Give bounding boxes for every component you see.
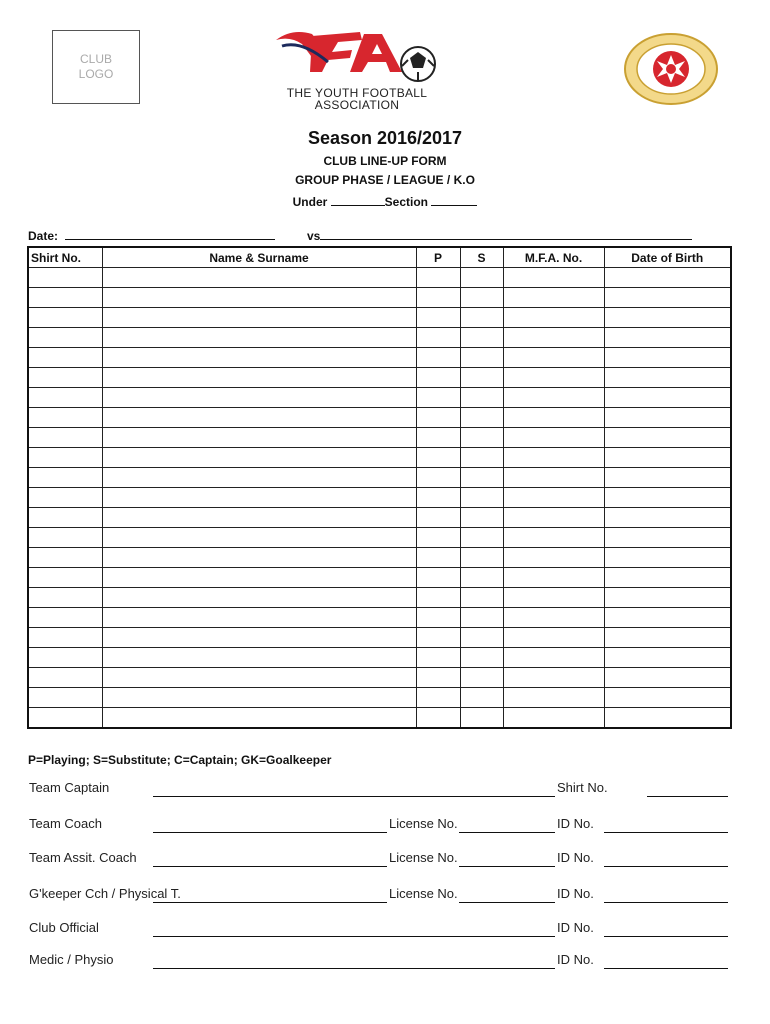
assistant-coach-field[interactable] <box>153 866 387 867</box>
playing-cell[interactable] <box>416 348 460 368</box>
team-coach-field[interactable] <box>153 832 387 833</box>
mfa-no-cell[interactable] <box>503 368 604 388</box>
name-cell[interactable] <box>102 388 416 408</box>
medic-id-label: ID No. <box>557 952 594 967</box>
shirt-no-cell[interactable] <box>28 288 102 308</box>
mfa-no-cell[interactable] <box>503 348 604 368</box>
table-row <box>28 668 731 688</box>
table-row <box>28 408 731 428</box>
table-row <box>28 268 731 288</box>
dob-cell[interactable] <box>604 468 731 488</box>
shirt-no-cell[interactable] <box>28 568 102 588</box>
mfa-no-cell[interactable] <box>503 628 604 648</box>
table-row <box>28 628 731 648</box>
substitute-cell[interactable] <box>460 568 503 588</box>
mfa-no-cell[interactable] <box>503 308 604 328</box>
yfa-caption <box>262 87 452 111</box>
name-cell[interactable] <box>102 608 416 628</box>
team-captain-label: Team Captain <box>29 780 110 795</box>
name-cell[interactable] <box>102 668 416 688</box>
dob-cell[interactable] <box>604 568 731 588</box>
table-body <box>28 268 731 729</box>
name-cell[interactable] <box>102 368 416 388</box>
header-playing: P <box>416 247 460 268</box>
dob-cell[interactable] <box>604 688 731 708</box>
table-row <box>28 488 731 508</box>
header-substitute: S <box>460 247 503 268</box>
name-cell[interactable] <box>102 448 416 468</box>
yfa-caption-line-1: THE YOUTH FOOTBALL <box>286 86 428 100</box>
assistant-license-label: License No. <box>389 850 458 865</box>
dob-cell[interactable] <box>604 488 731 508</box>
dob-cell[interactable] <box>604 708 731 729</box>
team-coach-label: Team Coach <box>29 816 102 831</box>
dob-cell[interactable] <box>604 368 731 388</box>
shirt-no-cell[interactable] <box>28 308 102 328</box>
substitute-cell[interactable] <box>460 328 503 348</box>
name-cell[interactable] <box>102 288 416 308</box>
date-label: Date: <box>28 229 59 243</box>
mfa-no-cell[interactable] <box>503 448 604 468</box>
dob-cell[interactable] <box>604 628 731 648</box>
gk-coach-label: G'keeper Cch / Physical T. <box>29 886 181 901</box>
table-row <box>28 428 731 448</box>
playing-cell[interactable] <box>416 628 460 648</box>
substitute-cell[interactable] <box>460 508 503 528</box>
name-cell[interactable] <box>102 568 416 588</box>
dob-cell[interactable] <box>604 608 731 628</box>
shirt-no-cell[interactable] <box>28 328 102 348</box>
substitute-cell[interactable] <box>460 408 503 428</box>
mfa-no-cell[interactable] <box>503 408 604 428</box>
form-title: CLUB LINE-UP FORM <box>323 154 447 168</box>
substitute-cell[interactable] <box>460 628 503 648</box>
playing-cell[interactable] <box>416 388 460 408</box>
section-label: Section <box>384 195 428 209</box>
club-official-label: Club Official <box>29 920 99 935</box>
under-section-line <box>0 194 770 209</box>
playing-cell[interactable] <box>416 488 460 508</box>
medic-field[interactable] <box>153 968 555 969</box>
medic-label: Medic / Physio <box>29 952 114 967</box>
table-row <box>28 568 731 588</box>
playing-cell[interactable] <box>416 288 460 308</box>
substitute-cell[interactable] <box>460 308 503 328</box>
mfa-no-cell[interactable] <box>503 428 604 448</box>
gk-license-field[interactable] <box>459 902 555 903</box>
header-shirt-no: Shirt No. <box>28 247 102 268</box>
shirt-no-cell[interactable] <box>28 708 102 729</box>
mfa-seal <box>623 33 719 105</box>
table-row <box>28 468 731 488</box>
playing-cell[interactable] <box>416 688 460 708</box>
dob-cell[interactable] <box>604 268 731 288</box>
club-official-field[interactable] <box>153 936 555 937</box>
mfa-no-cell[interactable] <box>503 548 604 568</box>
mfa-no-cell[interactable] <box>503 648 604 668</box>
playing-cell[interactable] <box>416 608 460 628</box>
medic-id-field[interactable] <box>604 968 728 969</box>
mfa-no-cell[interactable] <box>503 588 604 608</box>
vs-label: vs <box>307 229 321 243</box>
mfa-no-cell[interactable] <box>503 528 604 548</box>
substitute-cell[interactable] <box>460 448 503 468</box>
gk-coach-field[interactable] <box>153 902 387 903</box>
table-row <box>28 688 731 708</box>
dob-cell[interactable] <box>604 668 731 688</box>
playing-cell[interactable] <box>416 448 460 468</box>
substitute-cell[interactable] <box>460 288 503 308</box>
opponent-field[interactable] <box>320 228 692 240</box>
substitute-cell[interactable] <box>460 488 503 508</box>
club-official-id-label: ID No. <box>557 920 594 935</box>
shirt-no-cell[interactable] <box>28 628 102 648</box>
dob-cell[interactable] <box>604 348 731 368</box>
dob-cell[interactable] <box>604 508 731 528</box>
substitute-cell[interactable] <box>460 668 503 688</box>
season-title: Season 2016/2017 <box>307 128 463 148</box>
playing-cell[interactable] <box>416 568 460 588</box>
shirt-no-cell[interactable] <box>28 268 102 288</box>
shirt-no-cell[interactable] <box>28 468 102 488</box>
table-row <box>28 368 731 388</box>
table-row <box>28 588 731 608</box>
coach-id-label: ID No. <box>557 816 594 831</box>
name-cell[interactable] <box>102 628 416 648</box>
table-row <box>28 448 731 468</box>
playing-cell[interactable] <box>416 668 460 688</box>
table-row <box>28 308 731 328</box>
playing-cell[interactable] <box>416 308 460 328</box>
table-row <box>28 388 731 408</box>
playing-cell[interactable] <box>416 368 460 388</box>
name-cell[interactable] <box>102 548 416 568</box>
table-row <box>28 548 731 568</box>
name-cell[interactable] <box>102 268 416 288</box>
substitute-cell[interactable] <box>460 428 503 448</box>
header-mfa-no: M.F.A. No. <box>503 247 604 268</box>
shirt-no-cell[interactable] <box>28 688 102 708</box>
name-cell[interactable] <box>102 528 416 548</box>
substitute-cell[interactable] <box>460 268 503 288</box>
yfa-logo <box>272 26 442 88</box>
section-field[interactable] <box>431 194 477 206</box>
dob-cell[interactable] <box>604 288 731 308</box>
name-cell[interactable] <box>102 648 416 668</box>
club-logo-text-1: CLUB <box>79 52 112 66</box>
playing-cell[interactable] <box>416 528 460 548</box>
substitute-cell[interactable] <box>460 528 503 548</box>
name-cell[interactable] <box>102 688 416 708</box>
club-official-id-field[interactable] <box>604 936 728 937</box>
playing-cell[interactable] <box>416 428 460 448</box>
header-name: Name & Surname <box>102 247 416 268</box>
table-row <box>28 508 731 528</box>
date-field[interactable] <box>65 228 275 240</box>
legend-text: P=Playing; S=Substitute; C=Captain; GK=Goalkeeper <box>28 753 332 767</box>
name-cell[interactable] <box>102 308 416 328</box>
name-cell[interactable] <box>102 328 416 348</box>
shirt-no-cell[interactable] <box>28 608 102 628</box>
coach-license-label: License No. <box>389 816 458 831</box>
playing-cell[interactable] <box>416 328 460 348</box>
shirt-no-cell[interactable] <box>28 348 102 368</box>
substitute-cell[interactable] <box>460 348 503 368</box>
name-cell[interactable] <box>102 588 416 608</box>
name-cell[interactable] <box>102 508 416 528</box>
mfa-no-cell[interactable] <box>503 568 604 588</box>
mfa-no-cell[interactable] <box>503 508 604 528</box>
dob-cell[interactable] <box>604 328 731 348</box>
mfa-no-cell[interactable] <box>503 328 604 348</box>
gk-license-label: License No. <box>389 886 458 901</box>
mfa-no-cell[interactable] <box>503 268 604 288</box>
vs-row <box>307 228 692 243</box>
name-cell[interactable] <box>102 708 416 729</box>
gk-id-field[interactable] <box>604 902 728 903</box>
table-row <box>28 648 731 668</box>
mfa-no-cell[interactable] <box>503 608 604 628</box>
club-logo-placeholder <box>52 30 140 104</box>
shirt-no-cell[interactable] <box>28 388 102 408</box>
shirt-no-cell[interactable] <box>28 368 102 388</box>
shirt-no-cell[interactable] <box>28 668 102 688</box>
playing-cell[interactable] <box>416 648 460 668</box>
playing-cell[interactable] <box>416 508 460 528</box>
captain-shirt-no-field[interactable] <box>647 796 728 797</box>
substitute-cell[interactable] <box>460 388 503 408</box>
captain-shirt-no-label: Shirt No. <box>557 780 608 795</box>
substitute-cell[interactable] <box>460 608 503 628</box>
phase-title: GROUP PHASE / LEAGUE / K.O <box>295 173 475 187</box>
table-row <box>28 328 731 348</box>
assistant-id-field[interactable] <box>604 866 728 867</box>
dob-cell[interactable] <box>604 588 731 608</box>
playing-cell[interactable] <box>416 548 460 568</box>
shirt-no-cell[interactable] <box>28 428 102 448</box>
assistant-id-label: ID No. <box>557 850 594 865</box>
mfa-no-cell[interactable] <box>503 708 604 729</box>
substitute-cell[interactable] <box>460 648 503 668</box>
mfa-no-cell[interactable] <box>503 388 604 408</box>
coach-license-field[interactable] <box>459 832 555 833</box>
name-cell[interactable] <box>102 408 416 428</box>
name-cell[interactable] <box>102 428 416 448</box>
shirt-no-cell[interactable] <box>28 588 102 608</box>
shirt-no-cell[interactable] <box>28 408 102 428</box>
substitute-cell[interactable] <box>460 368 503 388</box>
shirt-no-cell[interactable] <box>28 448 102 468</box>
name-cell[interactable] <box>102 468 416 488</box>
header-dob: Date of Birth <box>604 247 731 268</box>
dob-cell[interactable] <box>604 428 731 448</box>
under-label: Under <box>292 195 328 209</box>
club-logo-text-2: LOGO <box>78 67 114 81</box>
substitute-cell[interactable] <box>460 588 503 608</box>
dob-cell[interactable] <box>604 648 731 668</box>
dob-cell[interactable] <box>604 408 731 428</box>
playing-cell[interactable] <box>416 708 460 729</box>
gk-id-label: ID No. <box>557 886 594 901</box>
shirt-no-cell[interactable] <box>28 648 102 668</box>
mfa-no-cell[interactable] <box>503 288 604 308</box>
team-captain-field[interactable] <box>153 796 555 797</box>
dob-cell[interactable] <box>604 548 731 568</box>
assistant-coach-label: Team Assit. Coach <box>29 850 137 865</box>
table-row <box>28 348 731 368</box>
table-header-row <box>28 247 731 268</box>
playing-cell[interactable] <box>416 268 460 288</box>
table-row <box>28 528 731 548</box>
mfa-no-cell[interactable] <box>503 688 604 708</box>
shirt-no-cell[interactable] <box>28 548 102 568</box>
mfa-no-cell[interactable] <box>503 488 604 508</box>
substitute-cell[interactable] <box>460 708 503 729</box>
dob-cell[interactable] <box>604 528 731 548</box>
shirt-no-cell[interactable] <box>28 488 102 508</box>
assistant-license-field[interactable] <box>459 866 555 867</box>
date-row <box>28 228 275 243</box>
coach-id-field[interactable] <box>604 832 728 833</box>
name-cell[interactable] <box>102 488 416 508</box>
mfa-no-cell[interactable] <box>503 468 604 488</box>
lineup-table <box>27 246 732 729</box>
table-row <box>28 708 731 729</box>
substitute-cell[interactable] <box>460 548 503 568</box>
substitute-cell[interactable] <box>460 468 503 488</box>
dob-cell[interactable] <box>604 388 731 408</box>
dob-cell[interactable] <box>604 448 731 468</box>
name-cell[interactable] <box>102 348 416 368</box>
yfa-caption-line-2: ASSOCIATION <box>314 98 400 112</box>
table-row <box>28 288 731 308</box>
mfa-no-cell[interactable] <box>503 668 604 688</box>
dob-cell[interactable] <box>604 308 731 328</box>
under-field[interactable] <box>331 194 385 206</box>
playing-cell[interactable] <box>416 588 460 608</box>
table-row <box>28 608 731 628</box>
playing-cell[interactable] <box>416 408 460 428</box>
shirt-no-cell[interactable] <box>28 508 102 528</box>
substitute-cell[interactable] <box>460 688 503 708</box>
shirt-no-cell[interactable] <box>28 528 102 548</box>
playing-cell[interactable] <box>416 468 460 488</box>
